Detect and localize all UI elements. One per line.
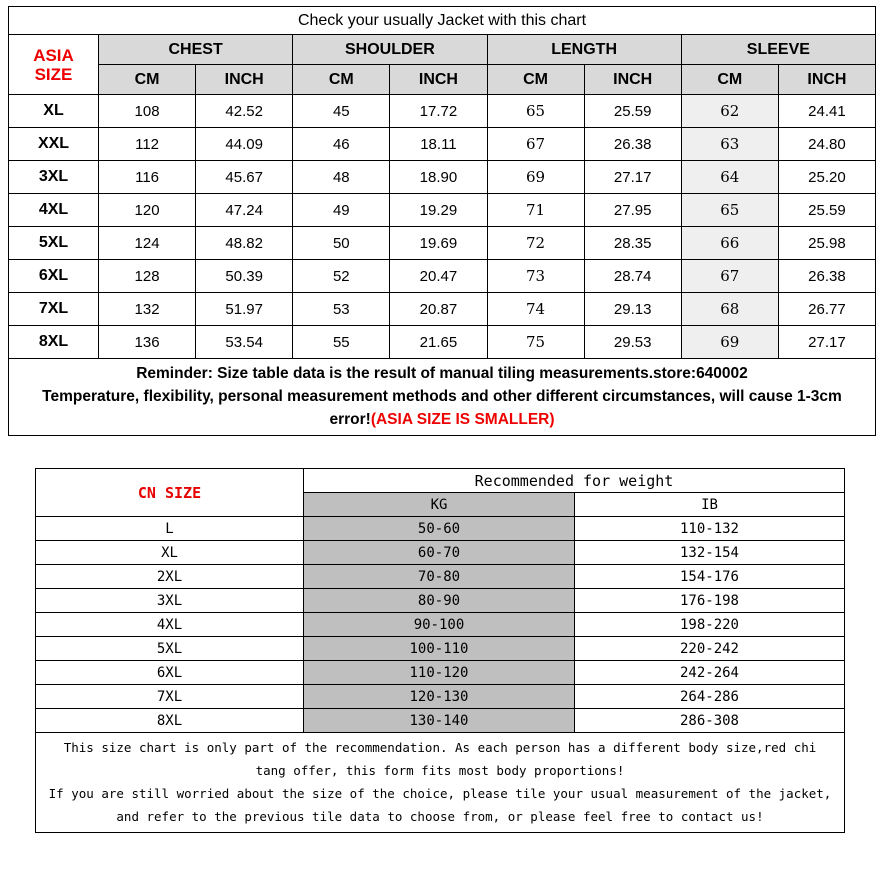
measurement-value: 42.52 xyxy=(196,95,293,128)
asia-size-label: ASIA SIZE xyxy=(9,35,99,95)
cn-size-value: 8XL xyxy=(36,709,304,733)
table-row xyxy=(9,260,876,293)
size-label: 5XL xyxy=(9,227,99,260)
measurement-value: 136 xyxy=(99,326,196,359)
measurement-value: 28.35 xyxy=(584,227,681,260)
column-group-length: LENGTH xyxy=(487,35,681,65)
measurement-value: 25.59 xyxy=(584,95,681,128)
kg-range-value: 50-60 xyxy=(304,517,575,541)
measurement-value: 63 xyxy=(681,128,778,161)
footer-line-4: and refer to the previous tile data to choose from, or please feel free to contact us! xyxy=(116,809,764,824)
measurement-value: 26.38 xyxy=(584,128,681,161)
size-label: 3XL xyxy=(9,161,99,194)
measurement-value: 49 xyxy=(293,194,390,227)
table-row xyxy=(9,161,876,194)
measurement-value: 67 xyxy=(487,128,584,161)
measurement-value: 19.29 xyxy=(390,194,487,227)
measurement-value: 47.24 xyxy=(196,194,293,227)
ib-range-value: 264-286 xyxy=(575,685,845,709)
measurement-value: 75 xyxy=(487,326,584,359)
weight-table xyxy=(35,468,845,733)
measurement-value: 25.20 xyxy=(778,161,875,194)
measurement-value: 116 xyxy=(99,161,196,194)
cn-size-value: 5XL xyxy=(36,637,304,661)
footer-line-3: If you are still worried about the size of the choice, please tile your usual measurement of the jacket, xyxy=(48,786,832,801)
ib-range-value: 132-154 xyxy=(575,541,845,565)
measurement-value: 124 xyxy=(99,227,196,260)
footer-line-1: This size chart is only part of the recommendation. As each person has a different body size,red chi xyxy=(63,740,817,755)
size-table-header xyxy=(9,35,876,95)
table-row xyxy=(36,613,845,637)
measurement-value: 53.54 xyxy=(196,326,293,359)
measurement-value: 25.98 xyxy=(778,227,875,260)
measurement-value: 18.90 xyxy=(390,161,487,194)
measurement-value: 44.09 xyxy=(196,128,293,161)
measurement-value: 53 xyxy=(293,293,390,326)
size-label: XL xyxy=(9,95,99,128)
measurement-value: 69 xyxy=(487,161,584,194)
table-row xyxy=(9,95,876,128)
table-row xyxy=(9,293,876,326)
column-group-sleeve: SLEEVE xyxy=(681,35,875,65)
kg-range-value: 70-80 xyxy=(304,565,575,589)
table-row xyxy=(9,227,876,260)
table-row xyxy=(36,517,845,541)
measurement-value: 29.53 xyxy=(584,326,681,359)
asia-smaller-warning: (ASIA SIZE IS SMALLER) xyxy=(370,411,555,428)
table-row xyxy=(36,637,845,661)
cn-size-value: 6XL xyxy=(36,661,304,685)
kg-range-value: 60-70 xyxy=(304,541,575,565)
measurement-value: 74 xyxy=(487,293,584,326)
unit-header-shoulder-inch: INCH xyxy=(390,65,487,95)
measurement-value: 45.67 xyxy=(196,161,293,194)
measurement-value: 51.97 xyxy=(196,293,293,326)
measurement-value: 66 xyxy=(681,227,778,260)
cn-size-value: 2XL xyxy=(36,565,304,589)
measurement-value: 26.38 xyxy=(778,260,875,293)
measurement-value: 17.72 xyxy=(390,95,487,128)
measurement-value: 24.41 xyxy=(778,95,875,128)
measurement-value: 55 xyxy=(293,326,390,359)
measurement-value: 18.11 xyxy=(390,128,487,161)
measurement-value: 128 xyxy=(99,260,196,293)
cn-size-value: L xyxy=(36,517,304,541)
ib-header: IB xyxy=(575,493,845,517)
measurement-value: 50.39 xyxy=(196,260,293,293)
measurement-value: 19.69 xyxy=(390,227,487,260)
measurement-value: 73 xyxy=(487,260,584,293)
measurement-value: 29.13 xyxy=(584,293,681,326)
measurement-value: 20.47 xyxy=(390,260,487,293)
unit-header-length-cm: CM xyxy=(487,65,584,95)
measurement-value: 65 xyxy=(681,194,778,227)
jacket-size-chart xyxy=(8,6,876,436)
ib-range-value: 154-176 xyxy=(575,565,845,589)
kg-range-value: 80-90 xyxy=(304,589,575,613)
size-label: 8XL xyxy=(9,326,99,359)
weight-table-header xyxy=(36,469,845,517)
measurement-value: 62 xyxy=(681,95,778,128)
measurement-value: 64 xyxy=(681,161,778,194)
size-label: 6XL xyxy=(9,260,99,293)
chart-title: Check your usually Jacket with this chart xyxy=(8,6,876,34)
measurement-value: 45 xyxy=(293,95,390,128)
table-row xyxy=(9,326,876,359)
reminder-note xyxy=(8,359,876,436)
measurement-value: 21.65 xyxy=(390,326,487,359)
measurement-value: 27.17 xyxy=(584,161,681,194)
size-label: XXL xyxy=(9,128,99,161)
table-row xyxy=(36,565,845,589)
kg-range-value: 100-110 xyxy=(304,637,575,661)
measurement-value: 112 xyxy=(99,128,196,161)
unit-header-sleeve-cm: CM xyxy=(681,65,778,95)
measurement-value: 27.17 xyxy=(778,326,875,359)
kg-range-value: 90-100 xyxy=(304,613,575,637)
measurement-value: 25.59 xyxy=(778,194,875,227)
measurement-value: 27.95 xyxy=(584,194,681,227)
ib-range-value: 110-132 xyxy=(575,517,845,541)
reminder-line-2: Temperature, flexibility, personal measurement methods and other different circumstances, will cause 1-3cm xyxy=(42,388,842,405)
measurement-value: 132 xyxy=(99,293,196,326)
cn-size-value: 7XL xyxy=(36,685,304,709)
kg-header: KG xyxy=(304,493,575,517)
kg-range-value: 130-140 xyxy=(304,709,575,733)
table-row xyxy=(36,709,845,733)
kg-range-value: 120-130 xyxy=(304,685,575,709)
unit-header-shoulder-cm: CM xyxy=(293,65,390,95)
weight-recommendation-chart xyxy=(35,468,845,833)
measurement-value: 48 xyxy=(293,161,390,194)
size-label: 4XL xyxy=(9,194,99,227)
unit-header-chest-inch: INCH xyxy=(196,65,293,95)
measurement-value: 24.80 xyxy=(778,128,875,161)
cn-size-value: XL xyxy=(36,541,304,565)
unit-header-chest-cm: CM xyxy=(99,65,196,95)
measurement-value: 71 xyxy=(487,194,584,227)
cn-size-value: 4XL xyxy=(36,613,304,637)
footer-line-2: tang offer, this form fits most body proportions! xyxy=(255,763,625,778)
weight-table-body xyxy=(36,517,845,733)
measurement-value: 20.87 xyxy=(390,293,487,326)
column-group-shoulder: SHOULDER xyxy=(293,35,487,65)
ib-range-value: 198-220 xyxy=(575,613,845,637)
footer-note xyxy=(35,733,845,833)
size-table-body xyxy=(9,95,876,359)
table-row xyxy=(36,541,845,565)
weight-header: Recommended for weight xyxy=(304,469,845,493)
size-label: 7XL xyxy=(9,293,99,326)
unit-header-sleeve-inch: INCH xyxy=(778,65,875,95)
kg-range-value: 110-120 xyxy=(304,661,575,685)
reminder-line-1: Reminder: Size table data is the result of manual tiling measurements.store:640002 xyxy=(136,365,748,382)
measurement-value: 48.82 xyxy=(196,227,293,260)
measurement-value: 108 xyxy=(99,95,196,128)
table-row xyxy=(36,661,845,685)
measurement-value: 65 xyxy=(487,95,584,128)
table-row xyxy=(36,685,845,709)
measurement-value: 72 xyxy=(487,227,584,260)
ib-range-value: 176-198 xyxy=(575,589,845,613)
column-group-chest: CHEST xyxy=(99,35,293,65)
measurement-value: 120 xyxy=(99,194,196,227)
measurement-value: 46 xyxy=(293,128,390,161)
cn-size-label: CN SIZE xyxy=(36,469,304,517)
size-table xyxy=(8,34,876,359)
table-row xyxy=(36,589,845,613)
reminder-error-text: error! xyxy=(329,411,371,428)
measurement-value: 50 xyxy=(293,227,390,260)
cn-size-value: 3XL xyxy=(36,589,304,613)
measurement-value: 69 xyxy=(681,326,778,359)
ib-range-value: 242-264 xyxy=(575,661,845,685)
reminder-line-3 xyxy=(15,408,869,431)
ib-range-value: 286-308 xyxy=(575,709,845,733)
table-row xyxy=(9,128,876,161)
measurement-value: 28.74 xyxy=(584,260,681,293)
measurement-value: 52 xyxy=(293,260,390,293)
unit-header-length-inch: INCH xyxy=(584,65,681,95)
ib-range-value: 220-242 xyxy=(575,637,845,661)
measurement-value: 67 xyxy=(681,260,778,293)
table-row xyxy=(9,194,876,227)
measurement-value: 26.77 xyxy=(778,293,875,326)
measurement-value: 68 xyxy=(681,293,778,326)
